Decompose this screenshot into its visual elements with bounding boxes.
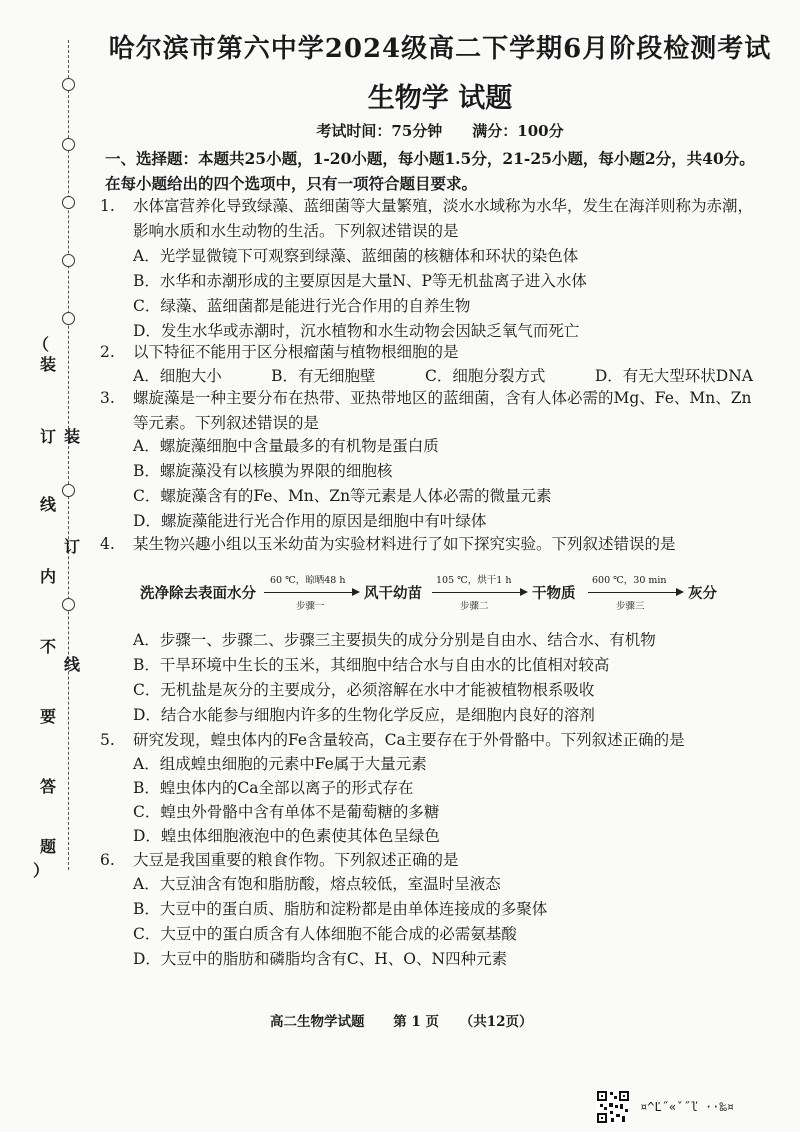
margin-left-char: 不 bbox=[40, 637, 57, 656]
flow-step: 步骤一 bbox=[296, 601, 325, 612]
question-stem: 螺旋藻是一种主要分布在热带、亚热带地区的蓝细菌，含有人体必需的Mg、Fe、Mn、Zn等元素。下列叙述错误的是 bbox=[133, 389, 752, 432]
section-heading: 一、选择题：本题共25小题，1-20小题，每小题1.5分，21-25小题，每小题2分，共40分。在每小题给出的四个选项中，只有一项符合题目要求。 bbox=[105, 149, 755, 193]
question-number: 5. bbox=[100, 731, 115, 749]
flow-condition: 60 ℃，晾晒48 h bbox=[270, 575, 346, 586]
binding-hole-2 bbox=[62, 138, 75, 151]
margin-left-char: 装 bbox=[40, 355, 57, 374]
option: D．发生水华或赤潮时，沉水植物和水生动物会因缺乏氧气而死亡 bbox=[133, 322, 580, 340]
option: D．螺旋藻能进行光合作用的原因是细胞中有叶绿体 bbox=[133, 512, 487, 530]
exam-title: 哈尔滨市第六中学2024级高二下学期6月阶段检测考试 bbox=[108, 34, 772, 64]
question-stem: 水体富营养化导致绿藻、蓝细菌等大量繁殖，淡水水域称为水华，发生在海洋则称为赤潮，影响水质和水生动物的生活。下列叙述错误的是 bbox=[133, 197, 754, 240]
option: C．蝗虫外骨骼中含有单体不是葡萄糖的多糖 bbox=[133, 803, 440, 821]
question-6 bbox=[100, 848, 760, 873]
binding-hole-7 bbox=[62, 598, 75, 611]
qr-code-icon bbox=[596, 1090, 630, 1124]
footer-page: 第 1 页 bbox=[393, 1014, 439, 1030]
option: A．螺旋藻细胞中含量最多的有机物是蛋白质 bbox=[133, 437, 439, 455]
margin-left-char: ） bbox=[33, 861, 50, 880]
option: B．蝗虫体内的Ca全部以离子的形式存在 bbox=[133, 779, 414, 797]
flow-condition: 105 ℃，烘干1 h bbox=[436, 575, 512, 586]
question-number: 2. bbox=[100, 343, 115, 361]
option: C．细胞分裂方式 bbox=[425, 367, 546, 385]
question-stem: 以下特征不能用于区分根瘤菌与植物根细胞的是 bbox=[133, 343, 459, 361]
option: C．无机盐是灰分的主要成分，必须溶解在水中才能被植物根系吸收 bbox=[133, 681, 595, 699]
option: C．绿藻、蓝细菌都是能进行光合作用的自养生物 bbox=[133, 297, 471, 315]
margin-left-char: 答 bbox=[40, 777, 57, 796]
flow-arrow bbox=[432, 592, 526, 593]
margin-left-char: （ bbox=[33, 335, 50, 354]
flow-node: 灰分 bbox=[688, 585, 717, 602]
binding-hole-5 bbox=[62, 312, 75, 325]
question-3 bbox=[100, 386, 760, 436]
option: A．细胞大小 bbox=[133, 367, 222, 385]
flow-arrow bbox=[264, 592, 358, 593]
question-5 bbox=[100, 728, 760, 753]
margin-left-char: 线 bbox=[40, 495, 57, 514]
flow-step: 步骤二 bbox=[460, 601, 489, 612]
option: C．大豆中的蛋白质含有人体细胞不能合成的必需氨基酸 bbox=[133, 925, 517, 943]
flow-condition: 600 ℃，30 min bbox=[592, 575, 667, 586]
margin-right-char: 订 bbox=[64, 537, 81, 556]
margin-right-char: 线 bbox=[64, 655, 81, 674]
option: A．组成蝗虫细胞的元素中Fe属于大量元素 bbox=[133, 755, 427, 773]
page-footer bbox=[270, 1010, 533, 1030]
binding-hole-6 bbox=[62, 484, 75, 497]
question-4 bbox=[100, 532, 760, 557]
question-number: 4. bbox=[100, 535, 115, 553]
question-stem: 某生物兴趣小组以玉米幼苗为实验材料进行了如下探究实验。下列叙述错误的是 bbox=[133, 535, 676, 553]
binding-margin bbox=[0, 0, 92, 1132]
binding-dashed-line bbox=[68, 40, 69, 870]
option: B．有无细胞壁 bbox=[271, 367, 376, 385]
option: D．结合水能参与细胞内许多的生物化学反应，是细胞内良好的溶剂 bbox=[133, 706, 595, 724]
option: B．螺旋藻没有以核膜为界限的细胞核 bbox=[133, 462, 393, 480]
flow-node: 风干幼苗 bbox=[364, 585, 422, 602]
question-number: 6. bbox=[100, 851, 115, 869]
option: D．有无大型环状DNA bbox=[594, 367, 753, 385]
flow-node: 洗净除去表面水分 bbox=[140, 585, 256, 602]
footer-total: （共12页） bbox=[459, 1014, 533, 1030]
margin-right-char: 装 bbox=[64, 427, 81, 446]
binding-hole-4 bbox=[62, 254, 75, 267]
margin-left-char: 要 bbox=[40, 707, 57, 726]
question-number: 3. bbox=[100, 389, 115, 407]
scan-stamp-text: ¤^Ľ˝«ˇ˝ľ ··‰¤ bbox=[640, 1100, 734, 1114]
question-2 bbox=[100, 340, 760, 365]
margin-left-char: 订 bbox=[40, 427, 57, 446]
question-number: 1. bbox=[100, 197, 115, 215]
margin-left-char: 内 bbox=[40, 567, 57, 586]
option: B．干旱环境中生长的玉米，其细胞中结合水与自由水的比值相对较高 bbox=[133, 656, 610, 674]
option: D．蝗虫体细胞液泡中的色素使其体色呈绿色 bbox=[133, 827, 440, 845]
question-1 bbox=[100, 194, 760, 244]
footer-course: 高二生物学试题 bbox=[270, 1014, 365, 1030]
question-stem: 大豆是我国重要的粮食作物。下列叙述正确的是 bbox=[133, 851, 459, 869]
margin-left-char: 题 bbox=[40, 837, 57, 856]
option: A．光学显微镜下可观察到绿藻、蓝细菌的核糖体和环状的染色体 bbox=[133, 247, 579, 265]
option: B．水华和赤潮形成的主要原因是大量N、P等无机盐离子进入水体 bbox=[133, 272, 587, 290]
flow-step: 步骤三 bbox=[616, 601, 645, 612]
experiment-flowchart bbox=[140, 572, 760, 612]
binding-hole-1 bbox=[62, 78, 75, 91]
option: B．大豆中的蛋白质、脂肪和淀粉都是由单体连接成的多聚体 bbox=[133, 900, 548, 918]
exam-subtitle: 生物学 试题 bbox=[367, 83, 513, 114]
option: A．步骤一、步骤二、步骤三主要损失的成分分别是自由水、结合水、有机物 bbox=[133, 631, 656, 649]
flow-arrow bbox=[588, 592, 682, 593]
flow-node: 干物质 bbox=[532, 585, 576, 602]
question-stem: 研究发现，蝗虫体内的Fe含量较高，Ca主要存在于外骨骼中。下列叙述正确的是 bbox=[133, 731, 685, 749]
exam-info: 考试时间：75分钟 满分：100分 bbox=[316, 122, 564, 140]
binding-hole-3 bbox=[62, 196, 75, 209]
option: D．大豆中的脂肪和磷脂均含有C、H、O、N四种元素 bbox=[133, 950, 508, 968]
option: C．螺旋藻含有的Fe、Mn、Zn等元素是人体必需的微量元素 bbox=[133, 487, 552, 505]
option: A．大豆油含有饱和脂肪酸，熔点较低，室温时呈液态 bbox=[133, 875, 501, 893]
